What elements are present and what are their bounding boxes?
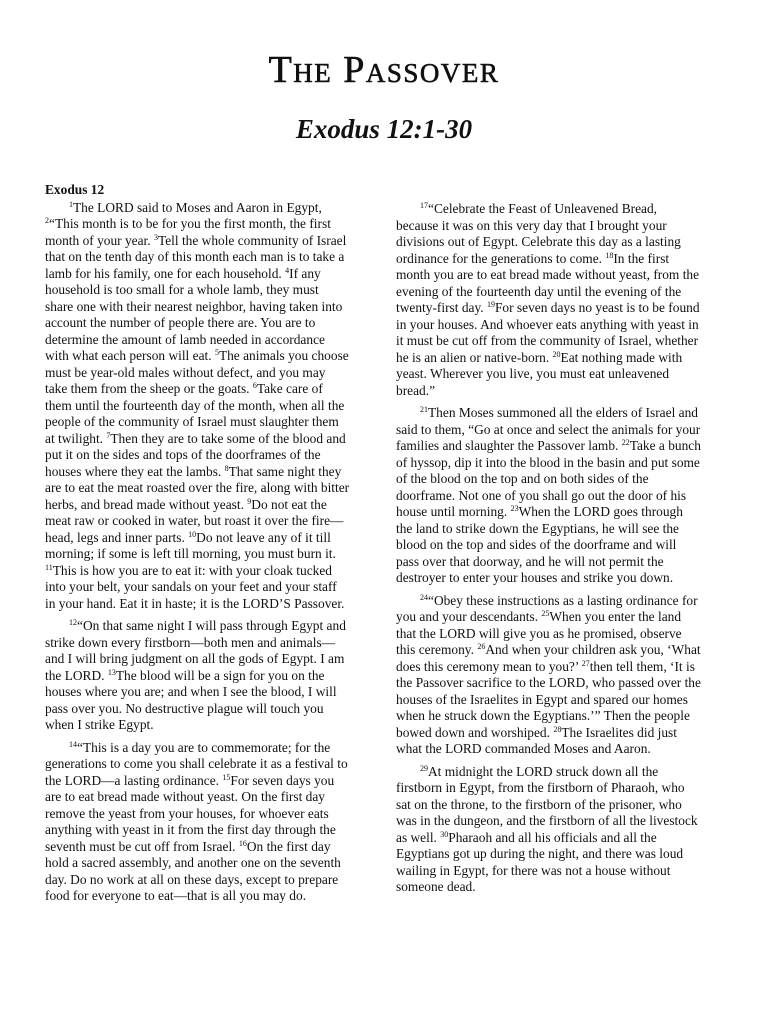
verse-text: For seven days you are to eat bread made without yeast. On the first day remove the yeast from your houses, for whoever eats anything with yeast in it from the first day through the seventh must be cut off from Israel.	[45, 772, 336, 854]
verse-text: Then Moses summoned all the elders of Israel and said to them, “Go at once and select the animals for your families and slaughter the Passover lamb.	[396, 405, 701, 453]
verse-number: 26	[477, 642, 486, 651]
verse-text: The LORD said to Moses and Aaron in Egypt,	[73, 199, 322, 215]
verse-number: 29	[420, 763, 428, 773]
verse-number: 9	[247, 496, 252, 506]
verse-number: 12	[69, 618, 77, 627]
verse-text: Do not leave any of it till morning; if some is left till morning, you must burn it.	[45, 529, 336, 561]
verse-text: The animals you choose must be year-old males without defect, and you may take them from the sheep or the goats.	[45, 348, 349, 396]
verse-number: 21	[420, 405, 428, 414]
verse-text: then tell them, ‘It is the Passover sacrifice to the LORD, who passed over the houses of the Israelites in Egypt and spared our homes when he struck down the Egyptians.’” Then the people bowed down and worshiped.	[396, 658, 701, 740]
verse-number: 24	[420, 592, 428, 602]
verse-number: 16	[238, 838, 247, 848]
verse-number: 1	[69, 199, 73, 209]
left-paragraphs	[45, 200, 350, 905]
verse-number: 4	[285, 265, 290, 275]
verse-text: Pharaoh and all his officials and all the Egyptians got up during the night, and there was loud wailing in Egypt, for there was not a house without someone dead.	[396, 829, 684, 894]
paragraph	[396, 593, 701, 758]
verse-text: Then they are to take some of the blood and put it on the sides and tops of the doorframes of the houses where they eat the lambs.	[45, 430, 346, 479]
verse-number: 11	[45, 562, 53, 572]
verse-text: “This month is to be for you the first month, the first month of your year.	[45, 216, 331, 248]
verse-text: “Obey these instructions as a lasting ordinance for you and your descendants.	[396, 592, 698, 624]
paragraph	[396, 405, 701, 587]
paragraph	[45, 618, 350, 734]
verse-number: 17	[420, 201, 428, 210]
paragraph	[45, 200, 350, 613]
verse-text: When you enter the land that the LORD will give you as he promised, observe this ceremony.	[396, 609, 682, 657]
verse-number: 8	[224, 463, 229, 473]
verse-text: The blood will be a sign for you on the houses where you are; and when I see the blood, I will pass over you. No destructive plague will touch you when I strike Egypt.	[45, 667, 337, 732]
verse-number: 14	[69, 739, 77, 749]
verse-text: Eat nothing made with yeast. Wherever you live, you must eat unleavened bread.”	[396, 349, 683, 398]
verse-number: 23	[510, 504, 519, 513]
verse-number: 6	[252, 381, 257, 390]
verse-text: This is how you are to eat it: with your cloak tucked into your belt, your sandals on your feet and your staff in your hand. Eat it in haste; it is the LORD’S Passover.	[45, 562, 345, 611]
verse-number: 5	[214, 348, 219, 357]
verse-text: “This is a day you are to commemorate; for the generations to come you shall celebrate it as a festival to the LORD—a lasting ordinance.	[45, 739, 348, 788]
verse-number: 22	[621, 438, 630, 447]
verse-text: When the LORD goes through the land to strike down the Egyptians, he will see the blood on the top and sides of the doorframe and will pass over that doorway, and he will not permit the destroyer to enter your houses and strike you down.	[396, 504, 683, 585]
verse-number: 30	[440, 829, 449, 839]
verse-text: If any household is too small for a whole lamb, they must share one with their nearest neighbor, having taken into account the number of people there are. You are to determine the amount of lamb needed in accordance with what each person will eat.	[45, 265, 343, 363]
left-column	[45, 182, 350, 911]
verse-text: “On that same night I will pass through Egypt and strike down every firstborn—both men and animals—and I will bring judgment on all the gods of Egypt. I am the LORD.	[45, 618, 346, 683]
verse-text: On the first day hold a sacred assembly, and another one on the seventh day. Do no work at all on these days, except to prepare food for everyone to eat—that is all you may do.	[45, 838, 341, 903]
verse-text: Take care of them until the fourteenth day of the month, when all the people of the community of Israel must slaughter them at twilight.	[45, 381, 345, 446]
verse-text: “Celebrate the Feast of Unleavened Bread, because it was on this very day that I brought your divisions out of Egypt. Celebrate this day as a lasting ordinance for the generations to come.	[396, 201, 681, 266]
verse-number: 27	[581, 658, 590, 668]
verse-number: 2	[45, 216, 49, 225]
verse-number: 13	[107, 667, 116, 677]
verse-number: 19	[486, 300, 495, 309]
page-subtitle: Exodus 12:1-30	[295, 114, 473, 144]
page-title: The Passover	[268, 49, 500, 91]
verse-text: Do not eat the meat raw or cooked in water, but roast it over the fire—head, legs and inner parts.	[45, 496, 344, 545]
paragraph	[45, 740, 350, 905]
verse-text: For seven days no yeast is to be found in your houses. And whoever eats anything with yeast in it must be cut off from the community of Israel, whether he is an alien or native-born.	[396, 300, 700, 365]
verse-text: The Israelites did just what the LORD commanded Moses and Aaron.	[396, 724, 677, 756]
verse-text: Take a bunch of hyssop, dip it into the blood in the basin and put some of the blood on the top and on both sides of the doorframe. Not one of you shall go out the door of his house until morning.	[396, 438, 701, 519]
verse-number: 10	[188, 529, 197, 539]
verse-number: 25	[541, 609, 550, 618]
verse-number: 15	[222, 772, 231, 782]
verse-number: 20	[552, 349, 561, 359]
verse-number: 3	[153, 232, 158, 242]
verse-number: 7	[106, 430, 111, 440]
verse-text: Tell the whole community of Israel that on the tenth day of this month each man is to take a lamb for his family, one for each household.	[45, 232, 347, 281]
right-column	[396, 201, 701, 902]
verse-text: In the first month you are to eat bread made without yeast, from the evening of the fourteenth day until the evening of the twenty-first day.	[396, 250, 700, 315]
verse-number: 28	[553, 724, 562, 734]
paragraph	[396, 201, 701, 399]
section-heading: Exodus 12	[45, 182, 105, 197]
right-paragraphs	[396, 201, 701, 896]
paragraph	[396, 764, 701, 896]
verse-text: That same night they are to eat the meat roasted over the fire, along with bitter herbs, and bread made without yeast.	[45, 463, 350, 512]
verse-number: 18	[605, 250, 614, 260]
verse-text: At midnight the LORD struck down all the firstborn in Egypt, from the firstborn of Pharaoh, who sat on the throne, to the firstborn of the prisoner, who was in the dungeon, and the firstborn of all the livestock as well.	[396, 763, 698, 845]
verse-text: And when your children ask you, ‘What does this ceremony mean to you?’	[396, 642, 701, 674]
